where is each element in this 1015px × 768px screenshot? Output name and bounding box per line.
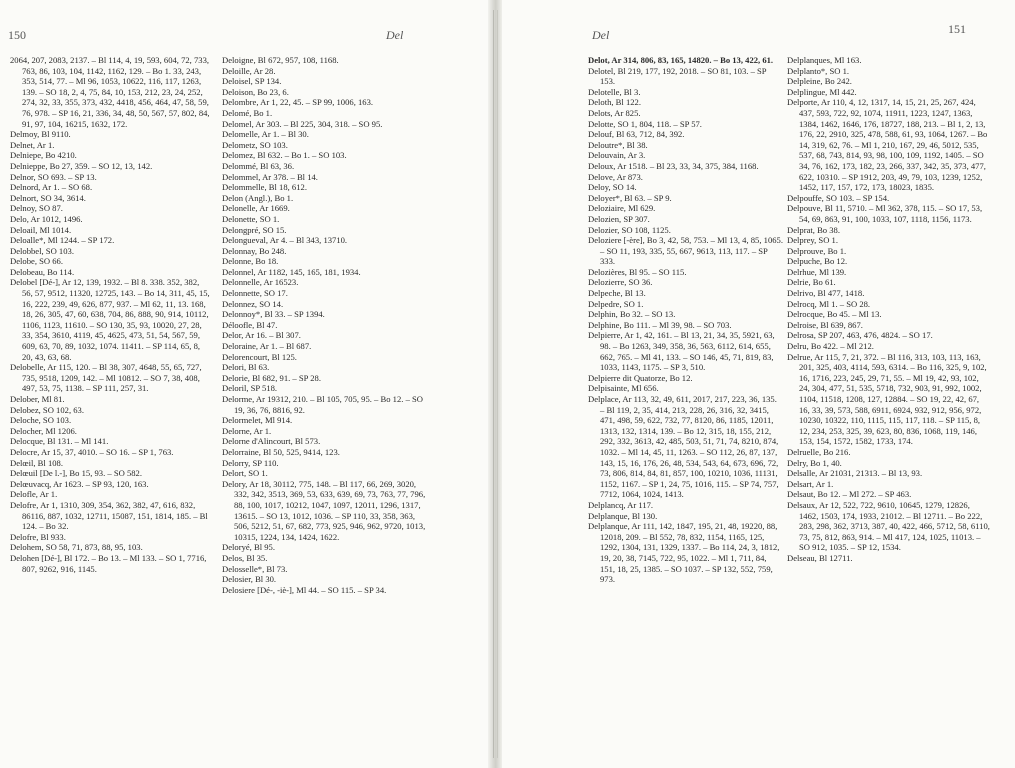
index-entry: Delorraine, Bl 50, 525, 9414, 123. (222, 446, 340, 457)
index-entry: Deloy, SO 14. (588, 182, 637, 193)
index-entry: Delplanto*, SO 1. (787, 65, 850, 76)
index-entry: Delot, Ar 314, 806, 83, 165, 14820. – Bo 13, 422, 61. (588, 55, 774, 65)
index-entry: Deloth, Bl 122. (588, 97, 641, 108)
index-entry: Delsalle, Ar 21031, 21313. – Bl 13, 93. (787, 468, 923, 479)
index-entry: Delphin, Bo 32. – SO 13. (588, 309, 676, 320)
index-column-1 (10, 55, 210, 574)
index-entry: Delprat, Bo 38. (787, 224, 840, 235)
index-entry: Delobez, SO 102, 63. (10, 404, 84, 415)
index-entry: Delory, Ar 18, 30112, 775, 148. – Bl 117, 66, 269, 3020, 332, 342, 3513, 369, 53, 633, 639, 69, 73, 763, 77, 796, 88, 100, 1017, 10212, 1047, 1097, 12011, 1296, 1317, 13615. – SO 13, 1012, 1036. – SP 110, 33, 358, 363, 506, 5212, 51, 67, 682, 773, 925, 946, 962, 9720, 1013, 10315, 1224, 134, 1424, 1622. (222, 478, 426, 542)
index-entry: Delpleine, Bo 242. (787, 76, 852, 87)
index-entry: Delongueval, Ar 4. – Bl 343, 13710. (222, 235, 348, 246)
index-entry: Delnieppe, Bo 27, 359. – SO 12, 13, 142. (10, 160, 153, 171)
index-entry: Delotte, SO 1, 804, 118. – SP 57. (588, 118, 702, 129)
index-entry: Delosiere [Dé-, -iè-], Ml 44. – SO 115. – SP 34. (222, 584, 387, 595)
index-entry: Delorry, SP 110. (222, 457, 279, 468)
page-number: 151 (948, 22, 966, 36)
index-entry: Delonnelle, Ar 16523. (222, 277, 299, 288)
index-entry: Delpuche, Bo 12. (787, 256, 848, 267)
left-page (0, 0, 490, 768)
index-entry: Delpeche, Bl 13. (588, 288, 646, 299)
index-entry: Delongpré, SO 15. (222, 224, 287, 235)
index-entry: Delorme, Ar 19312, 210. – Bl 105, 705, 95. – Bo 12. – SO 19, 36, 76, 8816, 92. (222, 394, 423, 415)
index-entry: Delruelle, Bo 216. (787, 446, 851, 457)
index-entry: Delrocque, Bo 45. – Ml 13. (787, 309, 882, 320)
index-entry: Delon (Angl.), Bo 1. (222, 192, 294, 203)
index-entry: Delotel, Bl 219, 177, 192, 2018. – SO 81, 103. – SP 153. (588, 65, 767, 87)
index-entry: Delori, Bl 63. (222, 362, 270, 373)
page-number: 150 (8, 28, 26, 42)
index-entry: Delor, Ar 16. – Bl 307. (222, 330, 301, 341)
index-entry: Delosselle*, Bl 73. (222, 563, 288, 574)
index-entry: Delniepe, Bo 4210. (10, 150, 77, 161)
index-entry: Delrhue, Ml 139. (787, 266, 847, 277)
index-entry: Delpierre dit Quatorze, Bo 12. (588, 372, 693, 383)
index-entry: Delrosa, SP 207, 463, 476, 4824. – SO 17. (787, 330, 933, 341)
index-entry: Delprey, SO 1. (787, 235, 838, 246)
index-entry: Deloraine, Ar 1. – Bl 687. (222, 341, 312, 352)
index-entry: Déloofle, Bl 47. (222, 319, 278, 330)
index-entry: Delort, SO 1. (222, 468, 268, 479)
index-entry: Delombre, Ar 1, 22, 45. – SP 99, 1006, 163. (222, 97, 374, 108)
index-entry: Delrocq, Ml 1. – SO 28. (787, 298, 871, 309)
index-entry: Delsaux, Ar 12, 522, 722, 9610, 10645, 1279, 12826, 1462, 1503, 174, 1933, 21012. – Bl 12711. – Bo 222, 283, 298, 362, 3713, 387, 40, 422, 466, 5712, 58, 6110, 73, 75, 812, 863, 914. – Ml 417, 124, 1025, 11013. – SO 912, 1035. – SP 12, 1534. (787, 499, 990, 553)
index-entry: Delofre, Bl 933. (10, 531, 66, 542)
index-entry: Delseau, Bl 12711. (787, 552, 853, 563)
index-entry: Delomelle, Ar 1. – Bl 30. (222, 129, 309, 140)
index-entry: Delozien, SP 307. (588, 213, 650, 224)
index-entry: Delommé, Bl 63, 36. (222, 160, 295, 171)
index-entry: Delplanque, Ar 111, 142, 1847, 195, 21, 48, 19220, 88, 12018, 209. – Bl 552, 78, 832, 1154, 1165, 125, 1292, 1304, 131, 1329, 1337. – Bo 114, 24, 3, 1812, 19, 20, 38, 7145, 722, 95, 1022. – Ml 1, 711, 84, 151, 18, 25, 1385. – SO 1037. – SP 132, 552, 759, 973. (588, 521, 780, 585)
index-entry: Delplace, Ar 113, 32, 49, 611, 2017, 217, 223, 36, 135. – Bl 119, 2, 35, 414, 213, 228, 26, 316, 32, 3415, 471, 498, 59, 622, 732, 77, 8120, 86, 1185, 12011, 1313, 132, 1314, 139. – Bo 12, 315, 18, 155, 212, 292, 332, 3613, 42, 485, 503, 51, 71, 74, 8210, 874, 1032. – Ml 14, 45, 11, 1263. – SO 112, 26, 87, 137, 143, 15, 16, 176, 26, 48, 534, 543, 64, 673, 696, 72, 73, 806, 814, 84, 81, 857, 100, 10210, 1036, 11131, 1152, 1167. – SP 1, 24, 75, 1016, 115. – SP 74, 757, 7712, 1064, 1024, 1413. (588, 394, 779, 500)
index-entry: Delorne d'Alincourt, Bl 573. (222, 436, 321, 447)
index-entry: Delry, Bo 1, 40. (787, 457, 842, 468)
index-entry: Delomez, Bl 632. – Bo 1. – SO 103. (222, 150, 347, 161)
index-entry: Delonnoy*, Bl 33. – SP 1394. (222, 309, 325, 320)
index-entry: Delomel, Ar 303. – Bl 225, 304, 318. – SO 95. (222, 118, 383, 129)
index-entry: Delorie, Bl 682, 91. – SP 28. (222, 372, 321, 383)
index-entry: Delonnez, SO 14. (222, 298, 284, 309)
index-entry: Deloison, Bo 23, 6. (222, 86, 289, 97)
index-entry: Delometz, SO 103. (222, 139, 288, 150)
index-entry: Deloux, Ar 1518. – Bl 23, 33, 34, 375, 384, 1168. (588, 160, 759, 171)
index-entry: Delofre, Ar 1, 1310, 309, 354, 362, 382, 47, 616, 832, 86116, 887, 1032, 12711, 15087, 151, 1814, 185. – Bl 124. – Bo 32. (10, 499, 208, 532)
index-entry: Delove, Ar 873. (588, 171, 643, 182)
index-entry: Delos, Bl 35. (222, 552, 268, 563)
index-entry: Delohen [Dé-], Bl 172. – Bo 13. – Ml 133. – SO 1, 7716, 807, 9262, 916, 1145. (10, 552, 207, 574)
index-entry: Delnor, SO 693. – SP 13. (10, 171, 97, 182)
index-entry: Delpisainte, Ml 656. (588, 383, 659, 394)
index-entry: Delœil, Bl 108. (10, 457, 63, 468)
index-entry: Delots, Ar 825. (588, 107, 641, 118)
index-entry: Deloail, Ml 1014. (10, 224, 72, 235)
index-entry: Delporte, Ar 110, 4, 12, 1317, 14, 15, 21, 25, 267, 424, 437, 593, 722, 92, 1074, 11911, 1223, 1247, 1363, 1384, 1462, 1646, 176, 18727, 188, 213. – Bl 1, 2, 13, 176, 22, 2910, 325, 478, 588, 61, 93, 1064, 1267. – Bo 14, 319, 62, 76. – Ml 1, 210, 167, 29, 46, 5012, 535, 537, 68, 743, 814, 93, 98, 100, 109, 1192, 1405. – SO 34, 76, 162, 173, 182, 23, 266, 337, 342, 35, 373, 477, 622, 10310. – SP 1912, 203, 49, 79, 103, 1239, 1252, 1452, 117, 157, 172, 173, 18023, 1835. (787, 97, 988, 193)
index-entry: Deloril, SP 518. (222, 383, 278, 394)
index-entry: Delorencourt, Bl 125. (222, 351, 297, 362)
index-entry: Deloziaire, Ml 629. (588, 203, 656, 214)
index-column-2 (787, 55, 991, 564)
index-entry: Delocher, Ml 1206. (10, 425, 77, 436)
index-entry: Delmoy, Bl 9110. (10, 129, 71, 140)
index-entry: Delplanque, Bl 130. (588, 510, 658, 521)
index-entry: Delonnay, Bo 248. (222, 245, 287, 256)
index-entry: Delommelle, Bl 18, 612. (222, 182, 307, 193)
index-entry: Deloryé, Bl 95. (222, 542, 275, 553)
index-entry: Delozier, SO 108, 1125. (588, 224, 671, 235)
index-entry: Delofle, Ar 1. (10, 489, 58, 500)
index-entry: Delnord, Ar 1. – SO 68. (10, 182, 93, 193)
index-entry: Delœuvacq, Ar 1623. – SP 93, 120, 163. (10, 478, 149, 489)
index-entry: Deloche, SO 103. (10, 415, 72, 426)
index-entry: Delommel, Ar 378. – Bl 14. (222, 171, 318, 182)
index-entry: Deloisel, SP 134. (222, 76, 282, 87)
index-entry: Delonelle, Ar 1669. (222, 203, 290, 214)
index-entry: Delrue, Ar 115, 7, 21, 372. – Bl 116, 313, 103, 113, 163, 201, 325, 403, 4114, 593, 6314. – Bo 116, 325, 9, 102, 16, 1716, 223, 245, 29, 71, 55. – Ml 19, 42, 93, 102, 24, 304, 477, 51, 535, 5718, 732, 903, 91, 992, 1002, 1104, 11518, 1208, 127, 12884. – SO 19, 22, 42, 67, 16, 33, 39, 573, 588, 6911, 6924, 932, 912, 956, 972, 10230, 10322, 110, 1115, 115, 117, 118. – SP 115, 8, 12, 234, 253, 325, 39, 623, 80, 836, 1068, 119, 146, 153, 154, 1572, 1582, 1733, 174. (787, 351, 987, 447)
index-entry: Delobeau, Bo 114. (10, 266, 75, 277)
index-entry: Deloigne, Bl 672, 957, 108, 1168. (222, 55, 339, 65)
index-entry: Delsart, Ar 1. (787, 478, 834, 489)
index-entry: Delozières, Bl 95. – SO 115. (588, 266, 687, 277)
index-entry: Delrie, Bo 61. (787, 277, 836, 288)
index-entry: Delotelle, Bl 3. (588, 86, 641, 97)
index-entry: Delplingue, Ml 442. (787, 86, 857, 97)
index-entry: Delouf, Bl 63, 712, 84, 392. (588, 129, 685, 140)
index-entry: Delorne, Ar 1. (222, 425, 272, 436)
index-entry: Delomé, Bo 1. (222, 107, 273, 118)
index-entry: Delœuil [De l.-], Bo 15, 93. – SO 582. (10, 468, 142, 479)
index-entry: Delnort, SO 34, 3614. (10, 192, 86, 203)
running-header: Del (592, 28, 610, 42)
index-entry: Delplanques, Ml 163. (787, 55, 862, 65)
index-entry: Deloziere [-ère], Bo 3, 42, 58, 753. – Ml 13, 4, 85, 1065. – SO 11, 193, 335, 55, 667, 9613, 113, 117. – SP 333. (588, 235, 783, 267)
gutter-fold (493, 10, 494, 758)
index-column-2 (222, 55, 432, 595)
index-entry: Deloille, Ar 28. (222, 65, 276, 76)
index-entry: Delsaut, Bo 12. – Ml 272. – SP 463. (787, 489, 912, 500)
index-entry: Delober, Ml 81. (10, 394, 65, 404)
index-entry: Deloyer*, Bl 63. – SP 9. (588, 192, 672, 203)
index-entry: Delplancq, Ar 117. (588, 499, 654, 510)
index-entry: Delpouve, Bl 11, 5710. – Ml 362, 378, 115. – SO 17, 53, 54, 69, 863, 91, 100, 1033, 107, 1118, 1156, 1173. (787, 203, 983, 224)
running-header: Del (386, 28, 404, 42)
index-entry: Delru, Bo 422. – Ml 212. (787, 341, 874, 352)
index-entry: Delpierre, Ar 1, 42, 161. – Bl 13, 21, 34, 35, 5921, 63, 98. – Bo 1263, 349, 358, 36, 563, 6112, 614, 655, 662, 765. – Ml 41, 133. – SO 146, 45, 71, 819, 83, 1033, 1143, 1175. – SP 3, 510. (588, 330, 775, 373)
index-entry: Delnet, Ar 1. (10, 139, 55, 150)
index-entry: Delo, Ar 1012, 1496. (10, 213, 83, 224)
index-entry: Delonnel, Ar 1182, 145, 165, 181, 1934. (222, 266, 361, 277)
gutter-fold-shadow (497, 10, 498, 758)
index-entry: Delobel [Dé-], Ar 12, 139, 1932. – Bl 8. 338. 352, 382, 56, 57, 9512, 11320, 12725, 143. – Bo 14, 311, 45, 15, 16, 222, 239, 49, 626, 877, 937. – Ml 62, 11, 13. 168, 18, 26, 305, 47, 60, 638, 704, 86, 888, 90, 914, 10112, 1106, 1123, 11610. – SO 130, 35, 93, 10020, 27, 28, 33, 354, 3610, 4119, 45, 4625, 473, 51, 54, 567, 59, 609, 63, 70, 89, 1032, 1074. 11411. – SP 114, 65, 8, 20, 43, 63, 68. (10, 277, 210, 362)
index-entry: Delonnette, SO 17. (222, 288, 288, 299)
index-entry: Delobbel, SO 103. (10, 245, 74, 256)
index-entry: Delpouffe, SO 103. – SP 154. (787, 192, 890, 203)
index-entry: Deloalle*, Ml 1244. – SP 172. (10, 235, 115, 246)
index-entry: Delocque, Bl 131. – Ml 141. (10, 436, 109, 447)
index-entry: Delosier, Bl 30. (222, 574, 277, 585)
index-entry: Delphine, Bo 111. – Ml 39, 98. – SO 703. (588, 319, 732, 330)
index-entry: Delobelle, Ar 115, 120. – Bl 38, 307, 4648, 55, 65, 727, 735, 9518, 1209, 142. – Ml 10812. – SO 7, 38, 408, 497, 53, 75, 1138. – SP 111, 257, 31. (10, 362, 202, 394)
index-entry: Deloutre*, Bl 38. (588, 139, 648, 150)
index-entry: Delobe, SO 66. (10, 256, 63, 267)
index-entry: Delohem, SO 58, 71, 873, 88, 95, 103. (10, 542, 143, 553)
index-column-1 (588, 55, 783, 585)
index-entry: Delnoy, SO 87. (10, 203, 63, 214)
right-page (500, 0, 1015, 768)
index-entry: Delormelet, Ml 914. (222, 415, 293, 426)
index-entry: 2064, 207, 2083, 2137. – Bl 114, 4, 19, 593, 604, 72, 733, 763, 86, 103, 104, 1142, 1162, 129. – Bo 1. 33, 243, 353, 514, 77. – Ml 96, 1053, 10622, 116, 117, 1263, 139. – SO 18, 2, 4, 75, 84, 10, 153, 212, 23, 24, 252, 274, 32, 33, 355, 373, 432, 4418, 456, 464, 47, 58, 59, 76, 978. – SP 16, 21, 336, 34, 48, 50, 567, 57, 802, 84, 91, 97, 104, 16215, 1632, 172. (10, 55, 210, 129)
index-entry: Delrivo, Bl 477, 1418. (787, 288, 865, 299)
index-entry: Delprouve, Bo 1. (787, 245, 847, 256)
index-entry: Delonette, SO 1. (222, 213, 280, 224)
index-entry: Delocre, Ar 15, 37, 4010. – SO 16. – SP 1, 763. (10, 446, 174, 457)
index-entry: Delonne, Bo 18. (222, 256, 279, 267)
index-entry: Delroise, Bl 639, 867. (787, 319, 863, 330)
index-entry: Delozierre, SO 36. (588, 277, 653, 288)
index-entry: Delouvain, Ar 3. (588, 150, 646, 161)
index-entry: Delpedre, SO 1. (588, 298, 644, 309)
